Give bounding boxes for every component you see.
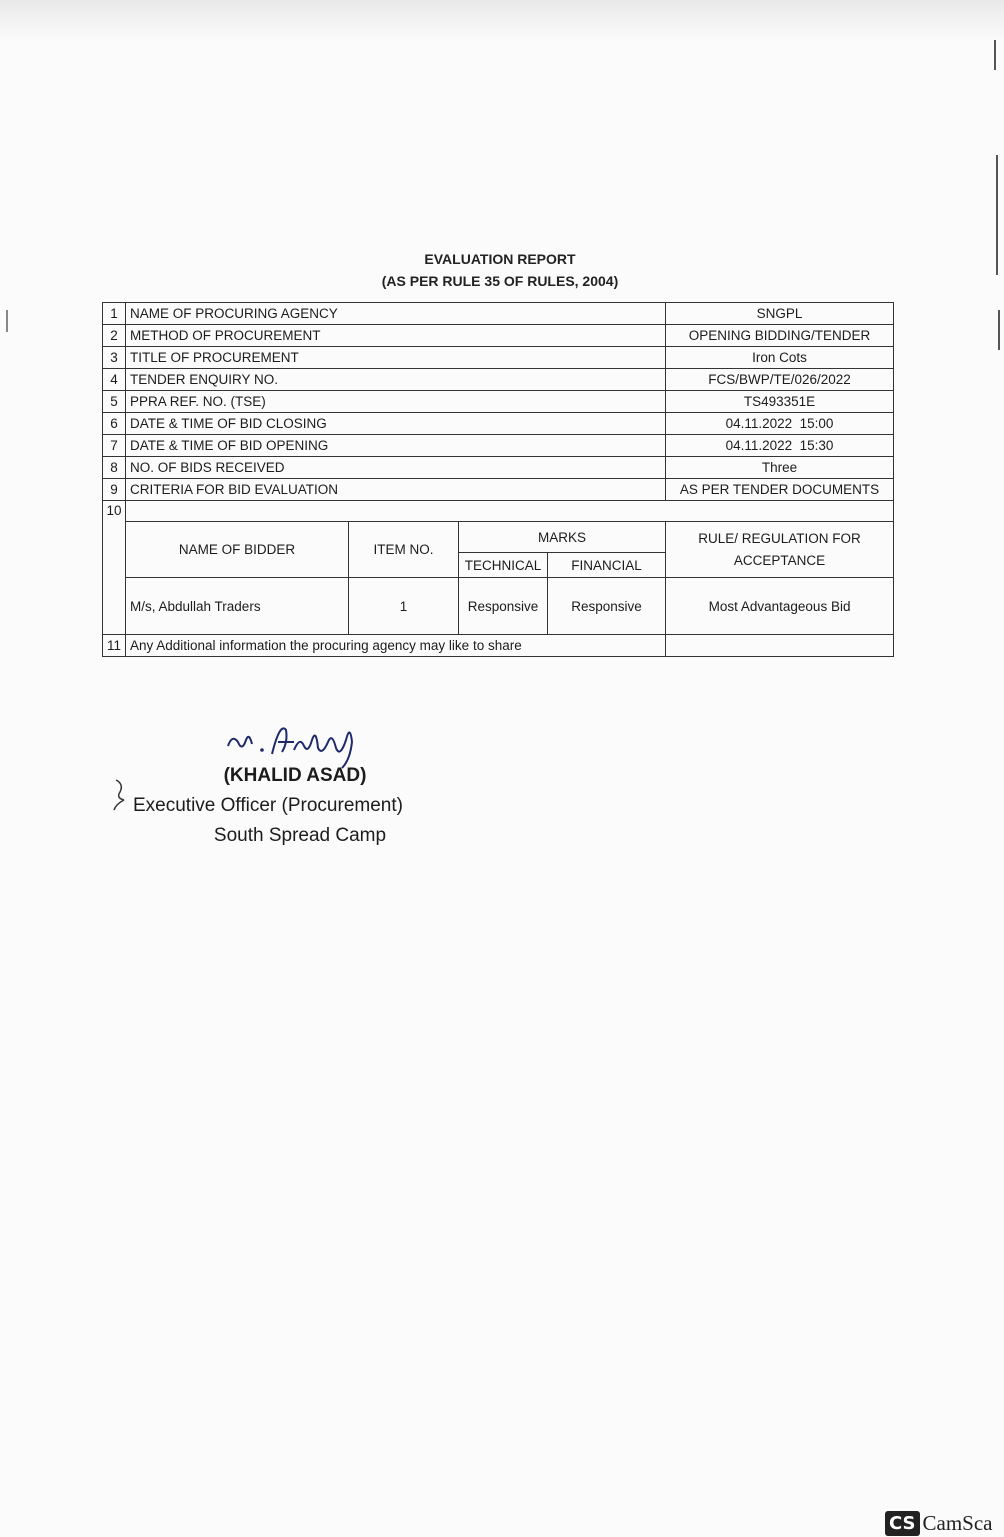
table-row xyxy=(103,635,894,657)
row-number: 4 xyxy=(103,369,126,391)
bidder-row xyxy=(103,578,894,635)
row-value: 04.11.2022 15:00 xyxy=(666,413,894,435)
signatory-title: Executive Officer (Procurement) xyxy=(133,795,403,816)
scan-edge-mark xyxy=(998,310,1000,350)
row-value xyxy=(666,635,894,657)
camscanner-text: CamSca xyxy=(922,1510,993,1535)
row-label: TITLE OF PROCUREMENT xyxy=(126,347,666,369)
row-value: Iron Cots xyxy=(666,347,894,369)
report-title: EVALUATION REPORT xyxy=(424,251,576,267)
row-label: NAME OF PROCURING AGENCY xyxy=(126,303,666,325)
table-row xyxy=(103,369,894,391)
scan-top-shade xyxy=(0,0,1004,42)
pen-mark xyxy=(112,778,130,812)
row-number: 5 xyxy=(103,391,126,413)
bidder-financial: Responsive xyxy=(548,578,666,635)
table-row xyxy=(103,325,894,347)
signatory-name: (KHALID ASAD) xyxy=(223,765,367,786)
table-row xyxy=(103,457,894,479)
table-row xyxy=(103,347,894,369)
scan-edge-mark xyxy=(996,155,998,275)
row-value: AS PER TENDER DOCUMENTS xyxy=(666,479,894,501)
row-label: DATE & TIME OF BID CLOSING xyxy=(126,413,666,435)
handwritten-signature xyxy=(222,712,372,772)
row-label: CRITERIA FOR BID EVALUATION xyxy=(126,479,666,501)
row-value: SNGPL xyxy=(666,303,894,325)
header-item-no: ITEM NO. xyxy=(349,522,459,578)
table-row xyxy=(103,303,894,325)
header-marks: MARKS xyxy=(459,522,666,553)
signatory-organization: South Spread Camp xyxy=(213,825,387,846)
camscanner-watermark xyxy=(885,1509,993,1537)
table-row xyxy=(103,413,894,435)
row-number: 11 xyxy=(103,635,126,657)
camscanner-badge: CS xyxy=(885,1511,920,1536)
row-value: Three xyxy=(666,457,894,479)
row-value: TS493351E xyxy=(666,391,894,413)
row-label: METHOD OF PROCUREMENT xyxy=(126,325,666,347)
scan-edge-mark xyxy=(994,40,996,70)
row-label: Any Additional information the procuring agency may like to share xyxy=(126,635,666,657)
table-header-row xyxy=(103,522,894,553)
row-label: PPRA REF. NO. (TSE) xyxy=(126,391,666,413)
row-number: 3 xyxy=(103,347,126,369)
header-financial: FINANCIAL xyxy=(548,553,666,578)
row-blank-cell xyxy=(126,501,894,522)
row-value: FCS/BWP/TE/026/2022 xyxy=(666,369,894,391)
bidder-item-no: 1 xyxy=(349,578,459,635)
row-label: TENDER ENQUIRY NO. xyxy=(126,369,666,391)
row-label: NO. OF BIDS RECEIVED xyxy=(126,457,666,479)
row-number: 6 xyxy=(103,413,126,435)
table-row xyxy=(103,479,894,501)
evaluation-table xyxy=(102,302,894,657)
table-row xyxy=(103,435,894,457)
row-number: 9 xyxy=(103,479,126,501)
table-row xyxy=(103,391,894,413)
row-number: 8 xyxy=(103,457,126,479)
row-value: 04.11.2022 15:30 xyxy=(666,435,894,457)
header-technical: TECHNICAL xyxy=(459,553,548,578)
row-number: 10 xyxy=(103,501,126,635)
header-name-of-bidder: NAME OF BIDDER xyxy=(126,522,349,578)
row-number: 2 xyxy=(103,325,126,347)
header-rule-regulation: RULE/ REGULATION FOR ACCEPTANCE xyxy=(666,522,894,578)
row-number: 7 xyxy=(103,435,126,457)
table-row xyxy=(103,501,894,522)
report-subtitle: (AS PER RULE 35 OF RULES, 2004) xyxy=(381,273,619,289)
row-value: OPENING BIDDING/TENDER xyxy=(666,325,894,347)
bidder-name: M/s, Abdullah Traders xyxy=(126,578,349,635)
row-number: 1 xyxy=(103,303,126,325)
row-label: DATE & TIME OF BID OPENING xyxy=(126,435,666,457)
bidder-technical: Responsive xyxy=(459,578,548,635)
bidder-rule: Most Advantageous Bid xyxy=(666,578,894,635)
scan-edge-mark xyxy=(6,310,8,332)
